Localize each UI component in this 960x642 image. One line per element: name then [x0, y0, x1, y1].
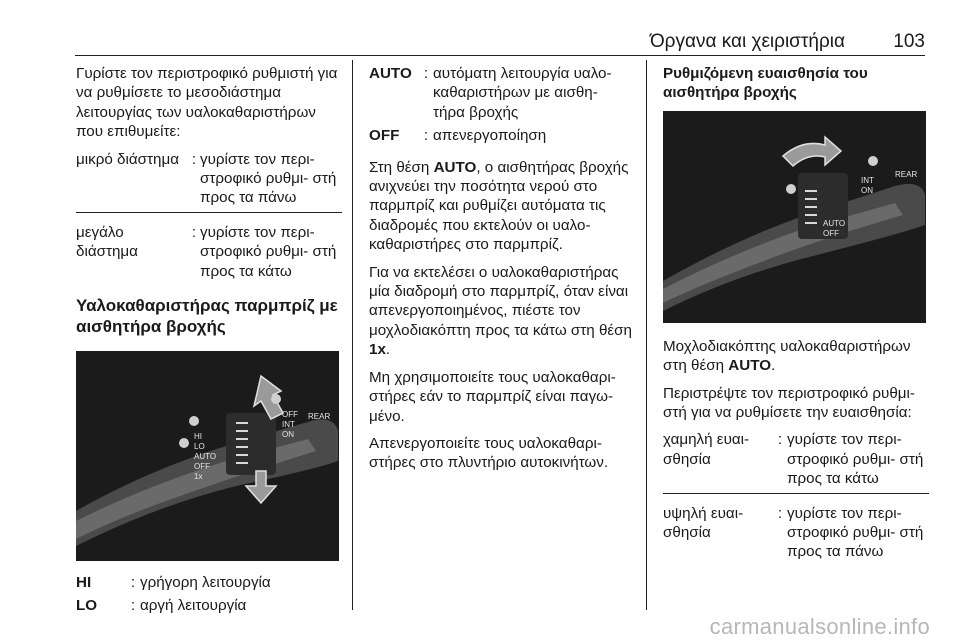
def-colon: :	[191, 223, 197, 241]
def-colon: :	[423, 127, 429, 145]
interval-short-row	[76, 150, 342, 208]
def-term: μικρό διάστημα	[76, 150, 179, 168]
mode-lo-row	[76, 596, 342, 615]
lever-label-auto: AUTO	[823, 218, 846, 228]
column-divider-2	[646, 60, 647, 610]
def-colon: :	[777, 431, 783, 449]
def-term: χαμηλή ευαι- σθησία	[663, 431, 750, 468]
auto-paragraph: Στη θέση AUTO, ο αισθητήρας βροχής ανιχνεύει την ποσότητα νερού στο παρμπρίζ και ρυθμίζει αυτόματα τις διαδρομές που εκτελούν οι υαλο- καθαριστήρες στο παρμπρίζ.	[369, 158, 629, 254]
def-colon: :	[191, 150, 197, 168]
mode-term-auto: AUTO	[369, 65, 412, 82]
lever-label-rear: REAR	[895, 169, 918, 179]
mode-hi-row	[76, 573, 342, 592]
def-desc: γυρίστε τον περι- στροφικό ρυθμι- στή προς τα πάνω	[787, 504, 924, 561]
sensitivity-high-row	[663, 504, 929, 562]
lever-label-on: ON	[861, 185, 873, 195]
header-rule	[75, 55, 925, 56]
def-desc: γυρίστε τον περι- στροφικό ρυθμι- στή προς τα κάτω	[200, 223, 337, 280]
column-2	[369, 64, 637, 481]
def-colon: :	[130, 597, 136, 615]
auto-bold: AUTO	[433, 158, 477, 176]
frozen-warning-paragraph: Μη χρησιμοποιείτε τους υαλοκαθαρι- στήρες εάν το παρμπρίζ είναι παγω- μένο.	[369, 368, 616, 425]
rear-wiper-icon	[271, 394, 281, 404]
lever-label-off: OFF	[194, 462, 210, 472]
rotate-instruction-paragraph: Περιστρέψτε τον περιστροφικό ρυθμι- στή για να ρυθμίσετε την ευαισθησία:	[663, 384, 915, 422]
column-divider-1	[352, 60, 353, 610]
interval-long-row	[76, 223, 342, 281]
def-colon: :	[130, 574, 136, 592]
def-desc: γυρίστε τον περι- στροφικό ρυθμι- στή προς τα πάνω	[200, 150, 337, 207]
watermark: carmanualsonline.info	[709, 614, 930, 639]
single-wipe-paragraph: Για να εκτελέσει ο υαλοκαθαριστήρας μία διαδρομή στο παρμπρίζ, όταν είναι απενεργοποιημένος, πιέστε τον μοχλοδιακόπτη προς τα κάτω στη θέση 1x.	[369, 263, 632, 359]
def-colon: :	[777, 504, 783, 522]
lever-position-paragraph: Μοχλοδιακόπτης υαλοκαθαριστήρων στη θέση AUTO.	[663, 337, 911, 375]
sensitivity-heading: Ρυθμιζόμενη ευαισθησία του αισθητήρα βροχής	[663, 65, 868, 102]
lever-position-bold: AUTO	[728, 357, 772, 375]
column-1	[76, 64, 342, 620]
sensitivity-low-row	[663, 430, 929, 488]
page-number: 103	[893, 31, 925, 52]
column-3	[663, 64, 929, 566]
def-term: υψηλή ευαι- σθησία	[663, 504, 744, 542]
def-term: μεγάλο διάστημα	[76, 223, 138, 261]
wiper-lever-figure-rain-sensor	[76, 351, 339, 561]
wiper-lever-illustration	[76, 351, 339, 561]
section-heading: Υαλοκαθαριστήρας παρμπρίζ με αισθητήρα βροχής	[76, 296, 338, 337]
mode-desc-auto: αυτόματη λειτουργία υαλο- καθαριστήρων με αισθη- τήρα βροχής	[433, 65, 612, 121]
lever-label-rear: REAR	[308, 412, 331, 422]
wiper-lever-figure-sensitivity	[663, 111, 926, 323]
intro-text: Γυρίστε τον περιστροφικό ρυθμιστή για να ρυθμίσετε το μεσοδιάστημα λειτουργίας των υαλοκαθαριστήρων που επιθυμείτε:	[76, 65, 338, 141]
def-desc: γυρίστε τον περι- στροφικό ρυθμι- στή προς τα κάτω	[787, 431, 924, 488]
lever-label-auto: AUTO	[194, 452, 217, 462]
mode-off-row	[369, 126, 637, 145]
wiper-icon	[179, 438, 189, 448]
wiper-icon	[786, 184, 796, 194]
mode-auto-row	[369, 64, 637, 122]
lever-label-1x: 1x	[194, 472, 203, 482]
single-wipe-bold: 1x	[369, 341, 386, 359]
lever-label-int: INT	[861, 175, 874, 185]
mode-term-lo: LO	[76, 597, 98, 615]
carwash-paragraph: Απενεργοποιείτε τους υαλοκαθαρι- στήρες στο πλυντήριο αυτοκινήτων.	[369, 434, 609, 472]
mode-desc-hi: γρήγορη λειτουργία	[140, 574, 271, 592]
separator	[663, 493, 929, 494]
lever-label-hi: HI	[194, 432, 202, 442]
rear-wiper-icon	[868, 156, 878, 166]
lever-label-off: OFF	[823, 228, 839, 238]
lever-label-rear-off: OFF	[282, 410, 298, 420]
lever-label-lo: LO	[194, 442, 205, 452]
washer-icon	[189, 416, 199, 426]
mode-term-off: OFF	[369, 127, 400, 145]
header-title: Όργανα και χειριστήρια	[649, 31, 845, 52]
sensitivity-lever-illustration	[663, 111, 926, 323]
lever-label-on: ON	[282, 430, 294, 440]
mode-term-hi: HI	[76, 574, 92, 592]
mode-desc-lo: αργή λειτουργία	[140, 597, 247, 615]
mode-desc-off: απενεργοποίηση	[433, 127, 547, 145]
def-colon: :	[423, 65, 429, 82]
separator	[76, 212, 342, 213]
lever-label-int: INT	[282, 420, 295, 430]
